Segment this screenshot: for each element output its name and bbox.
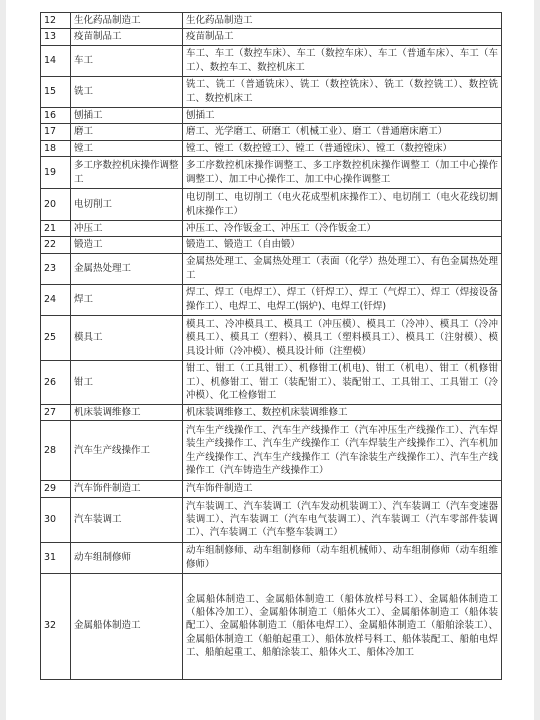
occupation-name-cell: 车工 (71, 45, 183, 76)
job-types-cell: 生化药品制造工 (183, 13, 502, 29)
table-row (41, 107, 502, 123)
occupation-name-cell: 模具工 (71, 315, 183, 360)
occupation-name-cell: 疫苗制品工 (71, 29, 183, 45)
occupation-name-cell: 汽车饰件制造工 (71, 481, 183, 497)
occupation-name-cell: 动车组制修师 (71, 542, 183, 573)
row-number-cell: 21 (41, 221, 71, 237)
table-row (41, 13, 502, 29)
occupation-name-cell: 汽车装调工 (71, 497, 183, 542)
occupation-name-cell: 金属热处理工 (71, 253, 183, 284)
table-row (41, 253, 502, 284)
row-number-cell: 24 (41, 284, 71, 315)
job-types-cell: 动车组制修师、动车组制修师（动车组机械师）、动车组制修师（动车组维修师） (183, 542, 502, 573)
table-row (41, 237, 502, 253)
table-row (41, 45, 502, 76)
row-number-cell: 15 (41, 76, 71, 107)
row-number-cell: 12 (41, 13, 71, 29)
right-page-margin (534, 0, 540, 720)
occupation-name-cell: 汽车生产线操作工 (71, 421, 183, 481)
row-number-cell: 22 (41, 237, 71, 253)
row-number-cell: 16 (41, 107, 71, 123)
table-row (41, 189, 502, 221)
table-row (41, 157, 502, 189)
job-types-cell: 焊工、焊工（电焊工）、焊工（钎焊工）、焊工（气焊工）、焊工（焊接设备操作工）、电焊工、电焊工(锅炉)、电焊工(钎焊) (183, 284, 502, 315)
table-row (41, 481, 502, 497)
occupation-name-cell: 镗工 (71, 140, 183, 156)
job-types-cell: 冲压工、冷作钣金工、冲压工（冷作钣金工） (183, 221, 502, 237)
row-number-cell: 14 (41, 45, 71, 76)
occupation-name-cell: 刨插工 (71, 107, 183, 123)
table-row (41, 404, 502, 420)
row-number-cell: 31 (41, 542, 71, 573)
row-number-cell: 23 (41, 253, 71, 284)
job-types-cell: 汽车生产线操作工、汽车生产线操作工（汽车冲压生产线操作工）、汽车焊装生产线操作工、汽车生产线操作工（汽车焊装生产线操作工）、汽车机加生产线操作工、汽车生产线操作工（汽车涂装生产线操作工）、汽车生产线操作工（汽车铸造生产线操作工） (183, 421, 502, 481)
job-types-cell: 汽车装调工、汽车装调工（汽车发动机装调工）、汽车装调工（汽车变速器装调工）、汽车装调工（汽车电气装调工）、汽车装调工（汽车零部件装调工）、汽车装调工（汽车整车装调工） (183, 497, 502, 542)
occupation-name-cell: 冲压工 (71, 221, 183, 237)
table-row (41, 29, 502, 45)
table-row (41, 573, 502, 679)
job-types-cell: 锻造工、锻造工（自由锻） (183, 237, 502, 253)
row-number-cell: 25 (41, 315, 71, 360)
occupation-name-cell: 机床装调维修工 (71, 404, 183, 420)
occupation-table-body (41, 13, 502, 680)
job-types-cell: 模具工、冷冲模具工、模具工（冲压模）、模具工（冷冲）、模具工（冷冲模具工）、模具工（塑料）、模具工（塑料模具工）、模具工（注射模）、模具设计师（冷冲模）、模具设计师（注塑模） (183, 315, 502, 360)
table-row (41, 284, 502, 315)
table-row (41, 76, 502, 107)
job-types-cell: 车工、车工（数控车床）、车工（数控车床）、车工（普通车床）、车工（车工）、数控车工、数控机床工 (183, 45, 502, 76)
row-number-cell: 19 (41, 157, 71, 189)
occupation-name-cell: 生化药品制造工 (71, 13, 183, 29)
job-types-cell: 电切削工、电切削工（电火花成型机床操作工）、电切削工（电火花线切割机床操作工） (183, 189, 502, 221)
occupation-name-cell: 多工序数控机床操作调整工 (71, 157, 183, 189)
table-row (41, 221, 502, 237)
row-number-cell: 28 (41, 421, 71, 481)
row-number-cell: 29 (41, 481, 71, 497)
job-types-cell: 机床装调维修工、数控机床装调维修工 (183, 404, 502, 420)
occupation-name-cell: 焊工 (71, 284, 183, 315)
job-types-cell: 铣工、铣工（普通铣床）、铣工（数控铣床）、铣工（数控铣工）、数控铣工、数控机床工 (183, 76, 502, 107)
occupation-name-cell: 铣工 (71, 76, 183, 107)
job-types-cell: 镗工、镗工（数控镗工）、镗工（普通镗床）、镗工（数控镗床） (183, 140, 502, 156)
row-number-cell: 20 (41, 189, 71, 221)
occupation-name-cell: 锻造工 (71, 237, 183, 253)
occupation-table (40, 12, 502, 680)
job-types-cell: 磨工、光学磨工、研磨工（机械工业）、磨工（普通磨床磨工） (183, 124, 502, 140)
job-types-cell: 多工序数控机床操作调整工、多工序数控机床操作调整工（加工中心操作调整工）、加工中心操作工、加工中心操作调整工 (183, 157, 502, 189)
job-types-cell: 汽车饰件制造工 (183, 481, 502, 497)
row-number-cell: 18 (41, 140, 71, 156)
row-number-cell: 32 (41, 573, 71, 679)
row-number-cell: 30 (41, 497, 71, 542)
table-row (41, 315, 502, 360)
row-number-cell: 17 (41, 124, 71, 140)
row-number-cell: 27 (41, 404, 71, 420)
row-number-cell: 13 (41, 29, 71, 45)
table-row (41, 360, 502, 404)
occupation-name-cell: 电切削工 (71, 189, 183, 221)
occupation-name-cell: 金属船体制造工 (71, 573, 183, 679)
job-types-cell: 钳工、钳工（工具钳工）、机修钳工(机电)、钳工（机电）、钳工（机修钳工）、机修钳工、钳工（装配钳工）、装配钳工、工具钳工、工具钳工（冷冲模）、化工检修钳工 (183, 360, 502, 404)
left-page-margin (0, 0, 6, 720)
table-row (41, 140, 502, 156)
table-row (41, 497, 502, 542)
occupation-name-cell: 钳工 (71, 360, 183, 404)
table-row (41, 124, 502, 140)
row-number-cell: 26 (41, 360, 71, 404)
job-types-cell: 金属船体制造工、金属船体制造工（船体放样号料工）、金属船体制造工（船体冷加工）、金属船体制造工（船体火工）、金属船体制造工（船体装配工）、金属船体制造工（船体电焊工）、金属船体制造工（船舶涂装工）、金属船体制造工（船舶起重工）、船体放样号料工、船体装配工、船舶电焊工、船舶起重工、船舶涂装工、船体火工、船体冷加工 (183, 573, 502, 679)
job-types-cell: 疫苗制品工 (183, 29, 502, 45)
table-row (41, 542, 502, 573)
table-row (41, 421, 502, 481)
occupation-name-cell: 磨工 (71, 124, 183, 140)
job-types-cell: 刨插工 (183, 107, 502, 123)
job-types-cell: 金属热处理工、金属热处理工（表面（化学）热处理工）、有色金属热处理工 (183, 253, 502, 284)
